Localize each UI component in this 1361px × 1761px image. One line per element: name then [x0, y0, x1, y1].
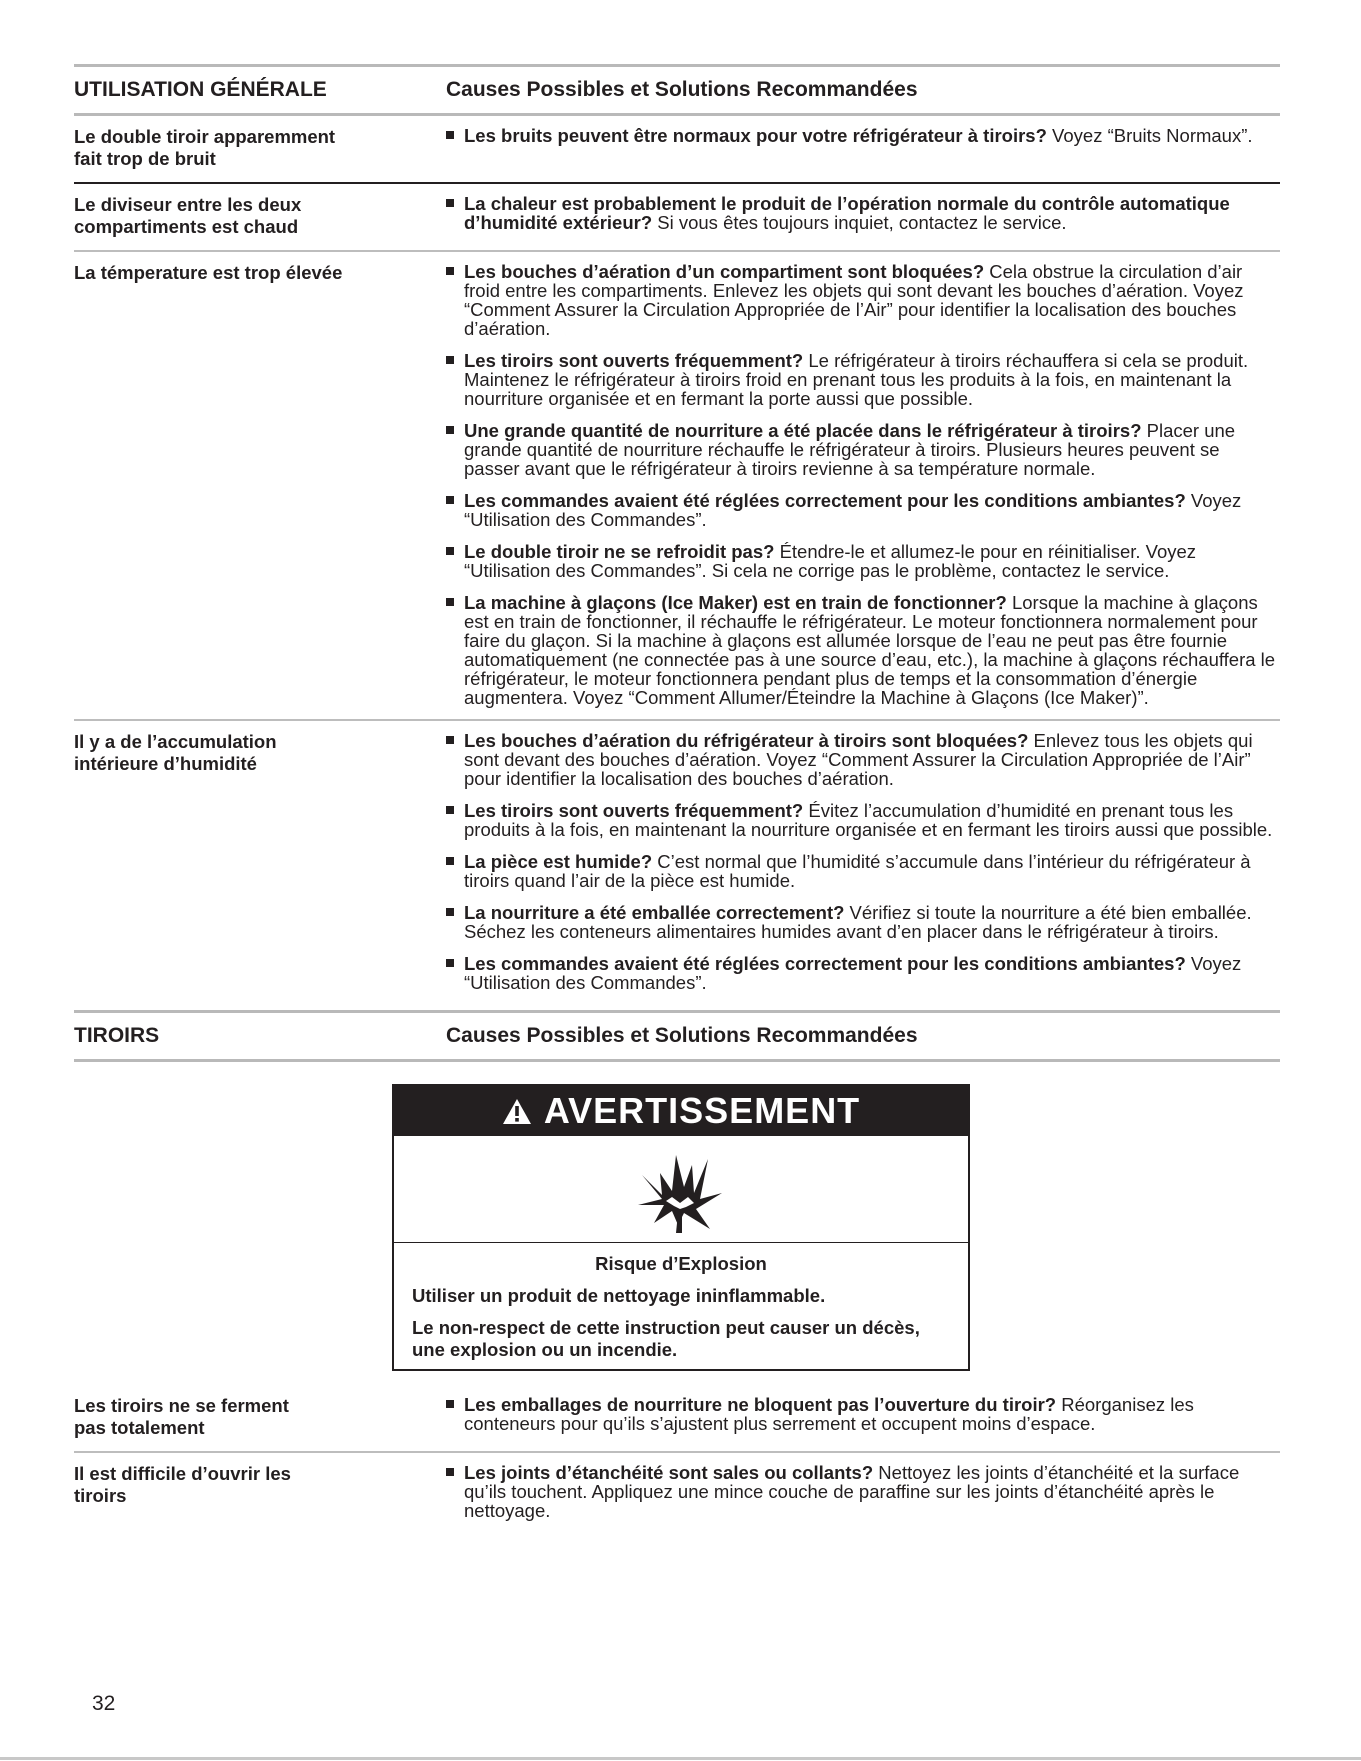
- problem-line: pas totalement: [74, 1417, 205, 1438]
- page-number: 32: [92, 1692, 116, 1715]
- warning-container: [74, 1062, 1280, 1385]
- causes-list: [446, 262, 1280, 707]
- section-header-general: [74, 67, 1280, 113]
- page: [74, 0, 1280, 1532]
- cause-item: [446, 421, 1280, 478]
- cause-question: Les commandes avaient été réglées correctement pour les conditions ambiantes?: [464, 490, 1186, 511]
- section-title: UTILISATION GÉNÉRALE: [74, 78, 327, 101]
- bullet-icon: [446, 267, 454, 275]
- bullet-icon: [446, 736, 454, 744]
- cause-question: Les bruits peuvent être normaux pour votre réfrigérateur à tiroirs?: [464, 125, 1047, 146]
- cause-item: [446, 351, 1280, 408]
- bullet-icon: [446, 496, 454, 504]
- bullet-icon: [446, 1400, 454, 1408]
- cause-question: Une grande quantité de nourriture a été placée dans le réfrigérateur à tiroirs?: [464, 420, 1142, 441]
- causes-list: [446, 731, 1280, 992]
- cause-item: [446, 1463, 1280, 1520]
- problem-label: [74, 731, 446, 992]
- problem-label: [74, 262, 446, 707]
- bullet-icon: [446, 908, 454, 916]
- cause-solution: Placer une grande quantité de nourriture réchauffe le réfrigérateur à tiroirs. Plusieurs heures peuvent se passer avant que le réfrigérateur à tiroirs revienne à sa température normale.: [464, 420, 1236, 479]
- problem-line: fait trop de bruit: [74, 148, 216, 169]
- cause-item: [446, 801, 1280, 839]
- cause-item: [446, 954, 1280, 992]
- bullet-icon: [446, 857, 454, 865]
- problem-line: intérieure d’humidité: [74, 753, 257, 774]
- cause-item: [446, 1395, 1280, 1433]
- cause-question: Les tiroirs sont ouverts fréquemment?: [464, 800, 804, 821]
- cause-solution: Nettoyez les joints d’étanchéité et la surface qu’ils touchent. Appliquez une mince couche de paraffine sur les joints d’étanchéité après le nettoyage.: [464, 1462, 1240, 1521]
- bullet-icon: [446, 356, 454, 364]
- problem-label: [74, 1463, 446, 1520]
- cause-item: [446, 593, 1280, 707]
- cause-solution: Voyez “Utilisation des Commandes”.: [464, 490, 1242, 530]
- cause-question: Les bouches d’aération du réfrigérateur à tiroirs sont bloquées?: [464, 730, 1029, 751]
- problem-line: Le double tiroir apparemment: [74, 126, 336, 147]
- problem-line: Il y a de l’accumulation: [74, 731, 277, 752]
- warning-title: Risque d’Explosion: [595, 1253, 767, 1274]
- warning-box: [392, 1084, 970, 1371]
- cause-solution: Réorganisez les conteneurs pour qu’ils s’ajustent plus serrement et occupent moins d’espace.: [464, 1394, 1194, 1434]
- bullet-icon: [446, 959, 454, 967]
- cause-question: La pièce est humide?: [464, 851, 653, 872]
- causes-list: [446, 194, 1280, 238]
- causes-list: [446, 126, 1280, 170]
- problem-label: [74, 126, 446, 170]
- explosion-icon: [636, 1143, 726, 1235]
- section-title: TIROIRS: [74, 1024, 160, 1047]
- cause-item: [446, 903, 1280, 941]
- bullet-icon: [446, 131, 454, 139]
- cause-item: [446, 194, 1280, 232]
- cause-solution: Vérifiez si toute la nourriture a été bien emballée. Séchez les conteneurs alimentaires humides avant d’en placer dans le réfrigérateur à tiroirs.: [464, 902, 1252, 942]
- cause-question: Les joints d’étanchéité sont sales ou collants?: [464, 1462, 874, 1483]
- cause-item: [446, 126, 1280, 145]
- problem-line: Les tiroirs ne se ferment: [74, 1395, 289, 1416]
- cause-question: Le double tiroir ne se refroidit pas?: [464, 541, 775, 562]
- cause-item: [446, 542, 1280, 580]
- problem-line: compartiments est chaud: [74, 216, 299, 237]
- bullet-icon: [446, 547, 454, 555]
- section-header-drawers: [74, 1013, 1280, 1059]
- cause-question: Les commandes avaient été réglées correctement pour les conditions ambiantes?: [464, 953, 1186, 974]
- troubleshoot-row: [74, 184, 1280, 250]
- warning-header: [394, 1086, 968, 1136]
- cause-item: [446, 491, 1280, 529]
- cause-item: [446, 852, 1280, 890]
- cause-solution: Cela obstrue la circulation d’air froid entre les compartiments. Enlevez les objets qui sont devant les bouches d’aération. Voyez “Comment Assurer la Circulation Appropriée de l’Air” pour identifier la localisation des bouches d’aération.: [464, 261, 1244, 339]
- cause-solution: Enlevez tous les objets qui sont devant des bouches d’aération. Voyez “Comment Assurer la Circulation Appropriée de l’Air” pour identifier la localisation des bouches d’aération.: [464, 730, 1253, 789]
- cause-question: Les emballages de nourriture ne bloquent pas l’ouverture du tiroir?: [464, 1394, 1057, 1415]
- troubleshoot-row: [74, 1453, 1280, 1532]
- bullet-icon: [446, 1468, 454, 1476]
- problem-label: [74, 1395, 446, 1439]
- warning-consequence: Le non-respect de cette instruction peut causer un décès, une explosion ou un incendie.: [412, 1317, 920, 1360]
- section-subtitle: Causes Possibles et Solutions Recommandées: [446, 1024, 918, 1047]
- causes-list: [446, 1463, 1280, 1520]
- problem-line: tiroirs: [74, 1485, 127, 1506]
- cause-item: [446, 262, 1280, 338]
- troubleshoot-row: [74, 116, 1280, 182]
- cause-question: La machine à glaçons (Ice Maker) est en train de fonctionner?: [464, 592, 1007, 613]
- problem-label: [74, 194, 446, 238]
- warning-body: [394, 1243, 968, 1369]
- page-bottom-rule: [0, 1757, 1361, 1760]
- cause-item: [446, 731, 1280, 788]
- cause-solution: Le réfrigérateur à tiroirs réchauffera si cela se produit. Maintenez le réfrigérateur à tiroirs froid en prenant tous les produits à la fois, en maintenant la nourriture organisée et en fermant la porte aussi que possible.: [464, 350, 1249, 409]
- cause-solution: Évitez l’accumulation d’humidité en prenant tous les produits à la fois, en maintenant la nourriture organisée et en fermant les tiroirs aussi que possible.: [464, 800, 1273, 840]
- problem-line: La témperature est trop élevée: [74, 262, 343, 283]
- cause-question: Les tiroirs sont ouverts fréquemment?: [464, 350, 804, 371]
- troubleshoot-row: [74, 1385, 1280, 1451]
- bullet-icon: [446, 598, 454, 606]
- cause-solution: C’est normal que l’humidité s’accumule dans l’intérieur du réfrigérateur à tiroirs quand l’air de la pièce est humide.: [464, 851, 1251, 891]
- problem-line: Il est difficile d’ouvrir les: [74, 1463, 291, 1484]
- troubleshoot-row: [74, 252, 1280, 719]
- bullet-icon: [446, 199, 454, 207]
- causes-list: [446, 1395, 1280, 1439]
- troubleshoot-row: [74, 721, 1280, 1004]
- cause-question: Les bouches d’aération d’un compartiment sont bloquées?: [464, 261, 985, 282]
- cause-solution: Voyez “Utilisation des Commandes”.: [464, 953, 1242, 993]
- warning-header-text: AVERTISSEMENT: [543, 1090, 861, 1131]
- warning-instruction: Utiliser un produit de nettoyage ininflammable.: [412, 1285, 826, 1306]
- cause-solution: Étendre-le et allumez-le pour en réinitialiser. Voyez “Utilisation des Commandes”. Si cela ne corrige pas le problème, contactez le service.: [464, 541, 1197, 581]
- bullet-icon: [446, 806, 454, 814]
- section-subtitle: Causes Possibles et Solutions Recommandées: [446, 78, 918, 101]
- bullet-icon: [446, 426, 454, 434]
- cause-solution: Lorsque la machine à glaçons est en train de fonctionner, il réchauffe le réfrigérateur. Le moteur fonctionnera normalement pour faire du glaçon. Si la machine à glaçons est allumée lorsque de l’eau ne peut pas être fournie automatiquement (ne connectée pas à une source d’eau, etc.), la machine à glaçons réchauffera le réfrigérateur, le moteur fonctionnera pendant plus de temps et la consommation d’énergie augmentera. Voyez “Comment Allumer/Éteindre la Machine à Glaçons (Ice Maker)”.: [464, 592, 1276, 708]
- cause-question: La chaleur est probablement le produit de l’opération normale du contrôle automatique d’humidité extérieur?: [464, 193, 1230, 233]
- warning-triangle-icon: [502, 1098, 532, 1125]
- cause-solution: Si vous êtes toujours inquiet, contactez le service.: [652, 212, 1067, 233]
- problem-line: Le diviseur entre les deux: [74, 194, 302, 215]
- warning-symbol-area: [394, 1136, 968, 1243]
- cause-solution: Voyez “Bruits Normaux”.: [1046, 125, 1253, 146]
- cause-question: La nourriture a été emballée correctement?: [464, 902, 845, 923]
